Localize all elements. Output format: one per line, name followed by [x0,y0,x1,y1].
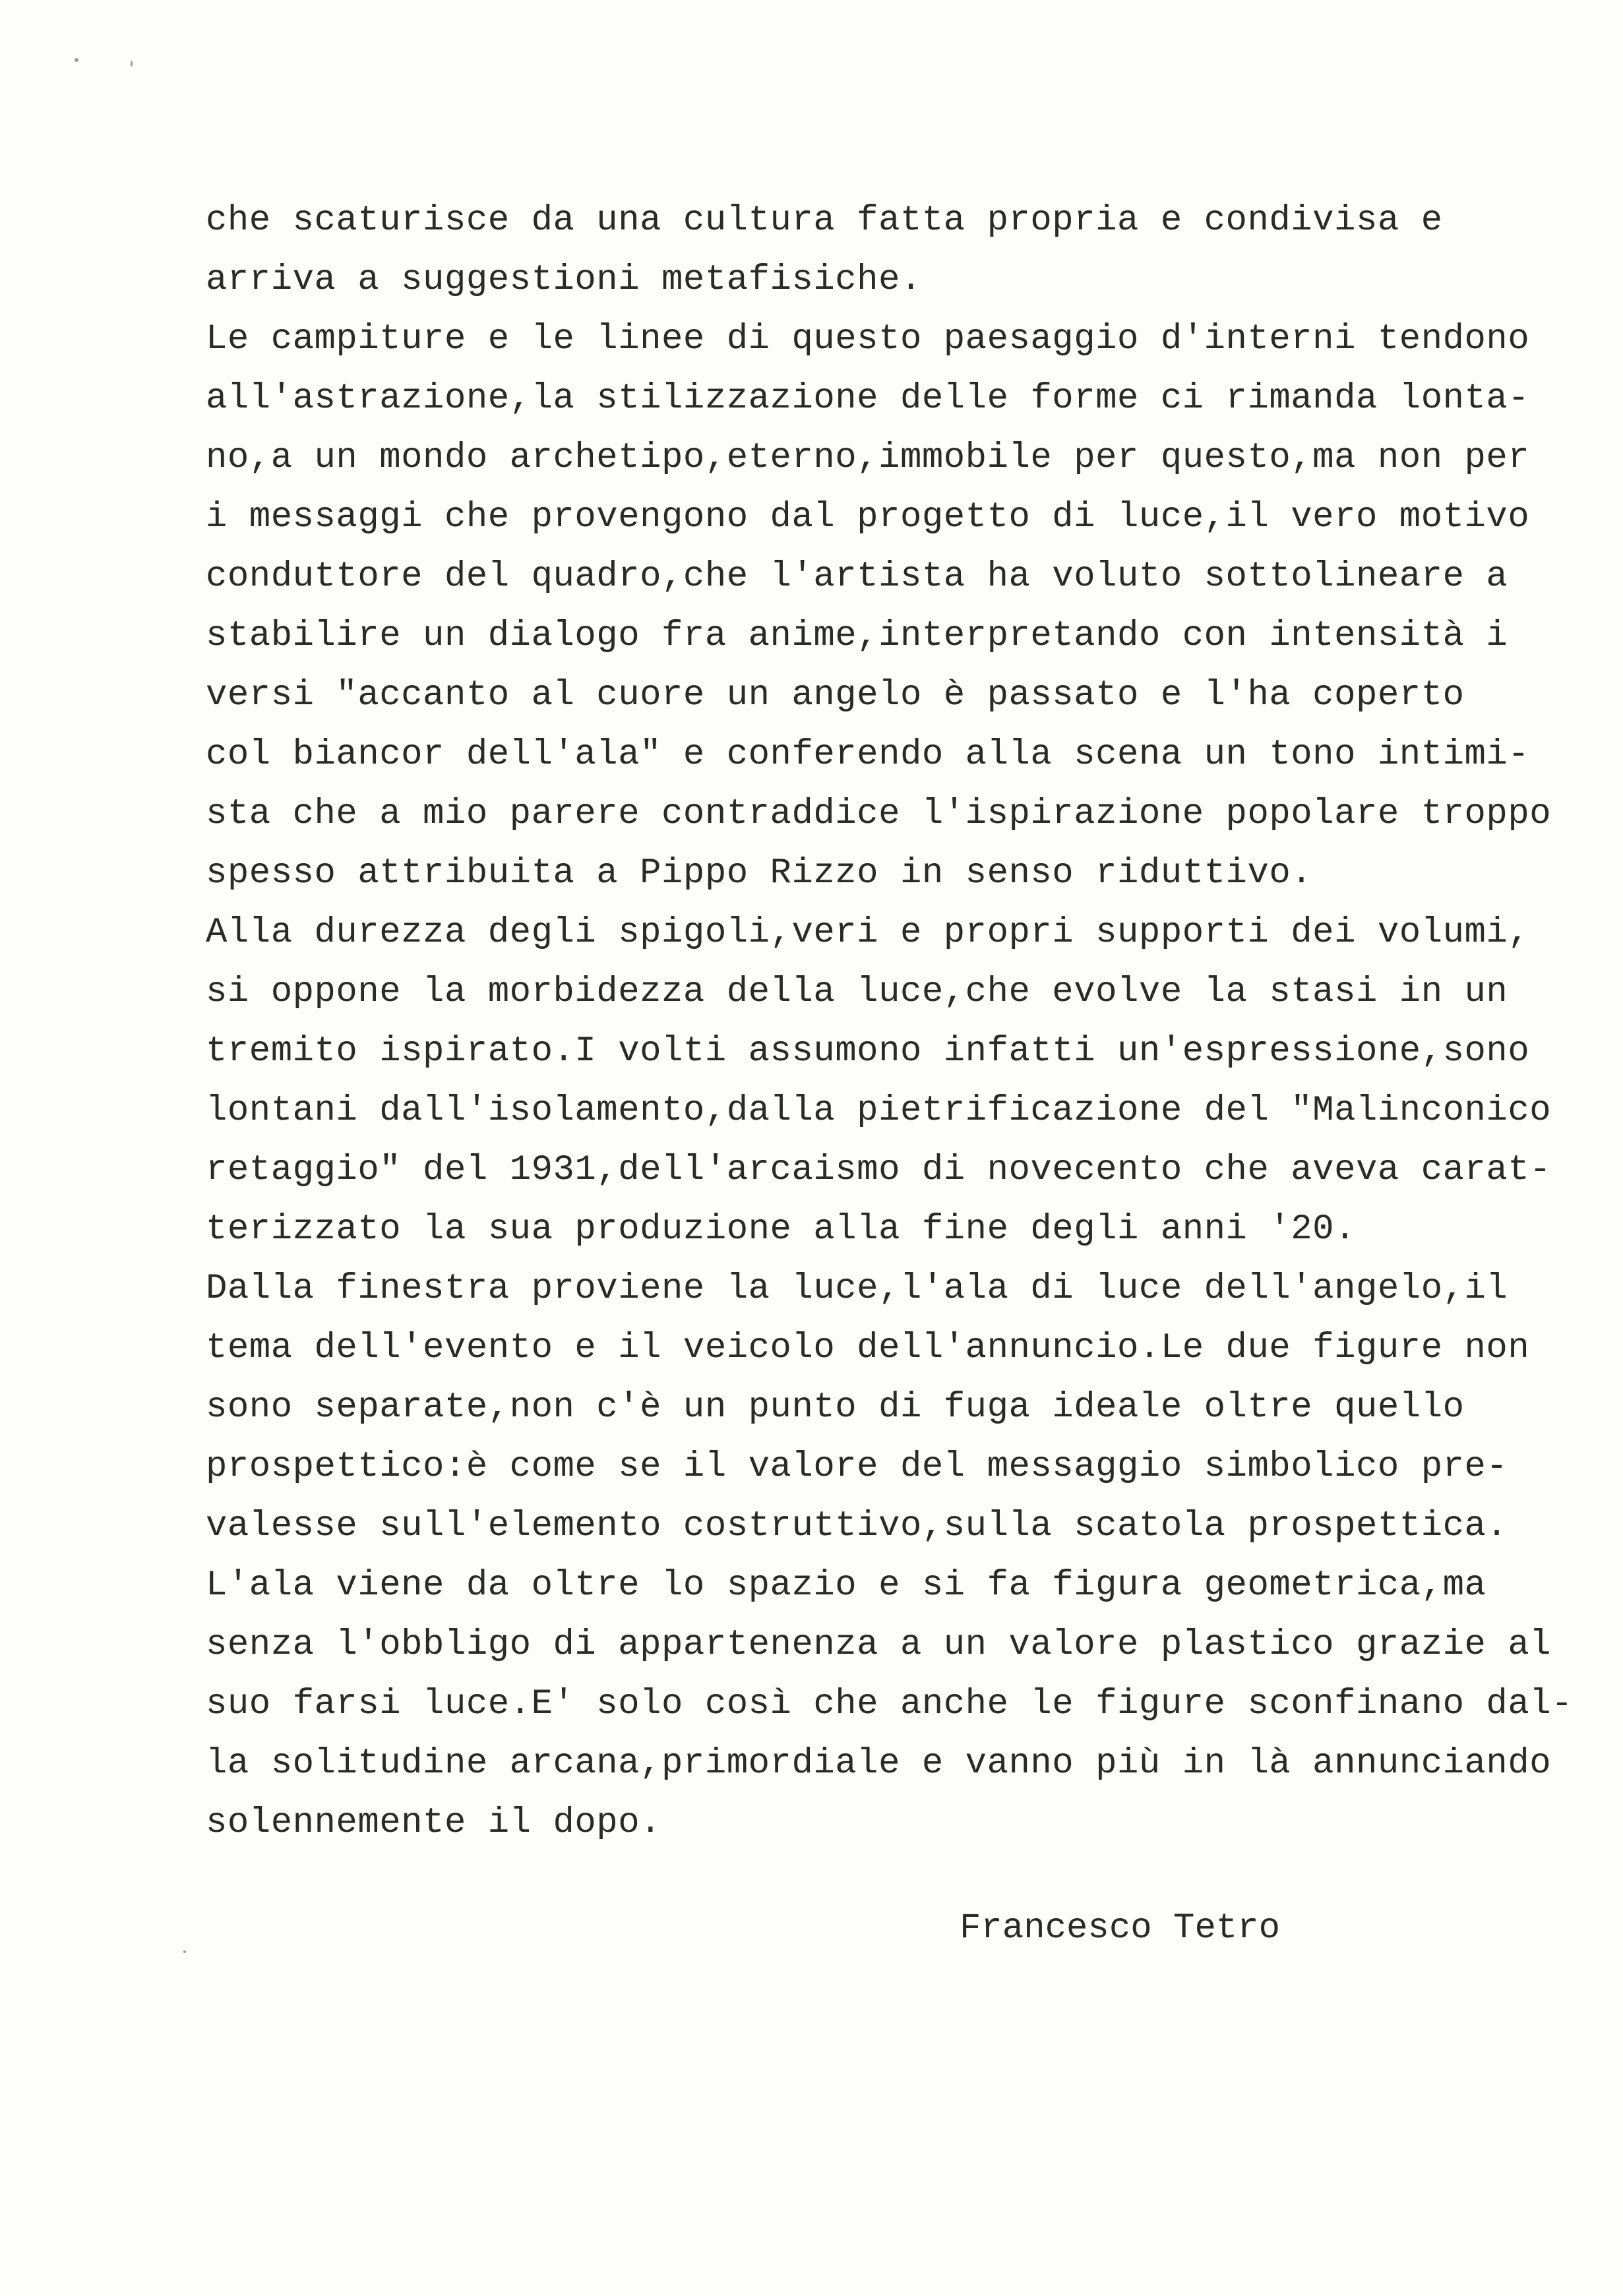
text-line: L'ala viene da oltre lo spazio e si fa figura geometrica,ma [206,1565,1486,1606]
text-line: sta che a mio parere contraddice l'ispirazione popolare troppo [206,794,1552,834]
body-text [206,191,1574,1853]
text-line: Le campiture e le linee di questo paesaggio d'interni tendono [206,319,1530,359]
paper-speck [131,61,133,67]
text-line: sono separate,non c'è un punto di fuga ideale oltre quello [206,1387,1465,1428]
text-line: no,a un mondo archetipo,eterno,immobile per questo,ma non per [206,438,1530,478]
text-line: solennemente il dopo. [206,1803,662,1843]
text-line: versi "accanto al cuore un angelo è passato e l'ha coperto [206,675,1465,715]
text-line: suo farsi luce.E' solo così che anche le figure sconfinano dal- [206,1684,1574,1724]
text-line: prospettico:è come se il valore del messaggio simbolico pre- [206,1447,1508,1487]
text-line: tema dell'evento e il veicolo dell'annuncio.Le due figure non [206,1328,1530,1368]
paper-speck [75,58,78,62]
text-line: i messaggi che provengono dal progetto di luce,il vero motivo [206,497,1530,537]
text-line: all'astrazione,la stilizzazione delle forme ci rimanda lonta- [206,378,1530,419]
text-line: tremito ispirato.I volti assumono infatti un'espressione,sono [206,1031,1530,1072]
paper-speck [183,1950,186,1953]
text-line: la solitudine arcana,primordiale e vanno più in là annunciando [206,1743,1552,1784]
text-line: conduttore del quadro,che l'artista ha voluto sottolineare a [206,557,1508,597]
text-line: si oppone la morbidezza della luce,che evolve la stasi in un [206,972,1508,1012]
text-line: spesso attribuita a Pippo Rizzo in senso riduttivo. [206,853,1313,893]
text-line: valesse sull'elemento costruttivo,sulla scatola prospettica. [206,1506,1508,1546]
text-line: stabilire un dialogo fra anime,interpretando con intensità i [206,616,1508,656]
text-line: retaggio" del 1931,dell'arcaismo di novecento che aveva carat- [206,1150,1552,1190]
text-line: arriva a suggestioni metafisiche. [206,260,922,300]
author-signature: Francesco Tetro [960,1908,1281,1949]
text-line: Alla durezza degli spigoli,veri e propri supporti dei volumi, [206,913,1530,953]
text-line: col biancor dell'ala" e conferendo alla scena un tono intimi- [206,735,1530,775]
text-line: terizzato la sua produzione alla fine degli anni '20. [206,1209,1356,1250]
text-line: Dalla finestra proviene la luce,l'ala di luce dell'angelo,il [206,1269,1508,1309]
text-line: lontani dall'isolamento,dalla pietrificazione del "Malinconico [206,1091,1552,1131]
text-line: senza l'obbligo di appartenenza a un valore plastico grazie al [206,1625,1552,1665]
text-line: che scaturisce da una cultura fatta propria e condivisa e [206,200,1443,241]
